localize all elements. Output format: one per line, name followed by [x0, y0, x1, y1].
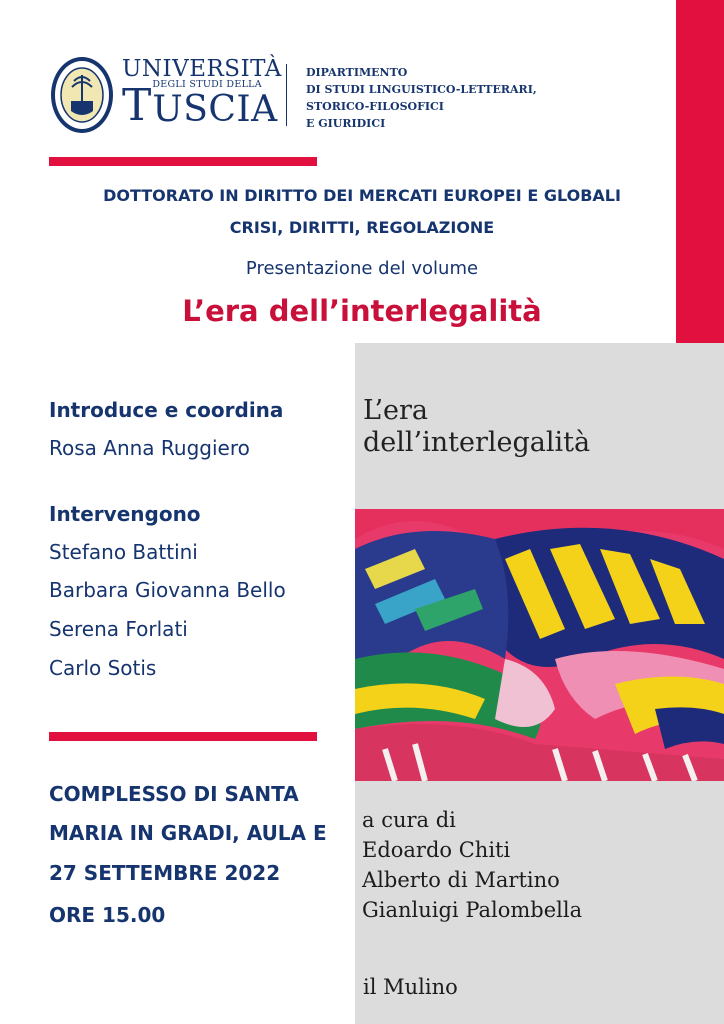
panel-person: Serena Forlati	[49, 617, 188, 641]
intro-label: Introduce e coordina	[49, 398, 284, 422]
red-rule-top	[49, 157, 317, 166]
editor-name: Alberto di Martino	[362, 868, 560, 892]
presentation-label: Presentazione del volume	[245, 258, 479, 279]
department-line: DI STUDI LINGUISTICO-LETTERARI,	[306, 83, 537, 96]
accent-band	[676, 0, 724, 343]
department-line: STORICO-FILOSOFICI	[306, 100, 444, 113]
event-time: ORE 15.00	[49, 903, 166, 927]
book-title: L’era dell’interlegalità	[182, 294, 542, 328]
header-divider	[286, 64, 287, 126]
university-city: USCIA	[152, 88, 278, 130]
panel-person: Stefano Battini	[49, 540, 198, 564]
university-line1: UNIVERSITÀ	[122, 56, 282, 82]
cover-title	[363, 395, 590, 459]
department-line: E GIURIDICI	[306, 117, 386, 130]
cover-title-line: dell’interlegalità	[363, 427, 591, 458]
cover-credits	[362, 805, 582, 925]
department-name	[306, 64, 537, 132]
credits-label: a cura di	[362, 808, 456, 832]
venue-line2: MARIA IN GRADI, AULA E	[49, 821, 327, 845]
university-name	[122, 56, 282, 132]
venue-line1: COMPLESSO DI SANTA	[49, 782, 299, 806]
cover-painting	[355, 509, 724, 781]
intro-person: Rosa Anna Ruggiero	[49, 436, 250, 460]
doctorate-line2: CRISI, DIRITTI, REGOLAZIONE	[229, 218, 495, 237]
book-cover	[355, 343, 724, 1024]
department-line: DIPARTIMENTO	[306, 66, 408, 79]
panel-person: Carlo Sotis	[49, 656, 157, 680]
cover-title-line: L’era	[363, 395, 429, 426]
university-seal-icon	[49, 55, 115, 135]
panel-label: Intervengono	[49, 502, 201, 526]
panel-person: Barbara Giovanna Bello	[49, 578, 286, 602]
editor-name: Edoardo Chiti	[362, 838, 511, 862]
publisher-name: il Mulino	[363, 975, 458, 999]
editor-name: Gianluigi Palombella	[362, 898, 583, 922]
red-rule-bottom	[49, 732, 317, 741]
university-subline: DEGLI STUDI DELLA	[152, 79, 262, 90]
university-initial: T	[122, 80, 152, 132]
event-date: 27 SETTEMBRE 2022	[49, 861, 281, 885]
doctorate-line1: DOTTORATO IN DIRITTO DEI MERCATI EUROPEI E GLOBALI	[103, 186, 621, 205]
